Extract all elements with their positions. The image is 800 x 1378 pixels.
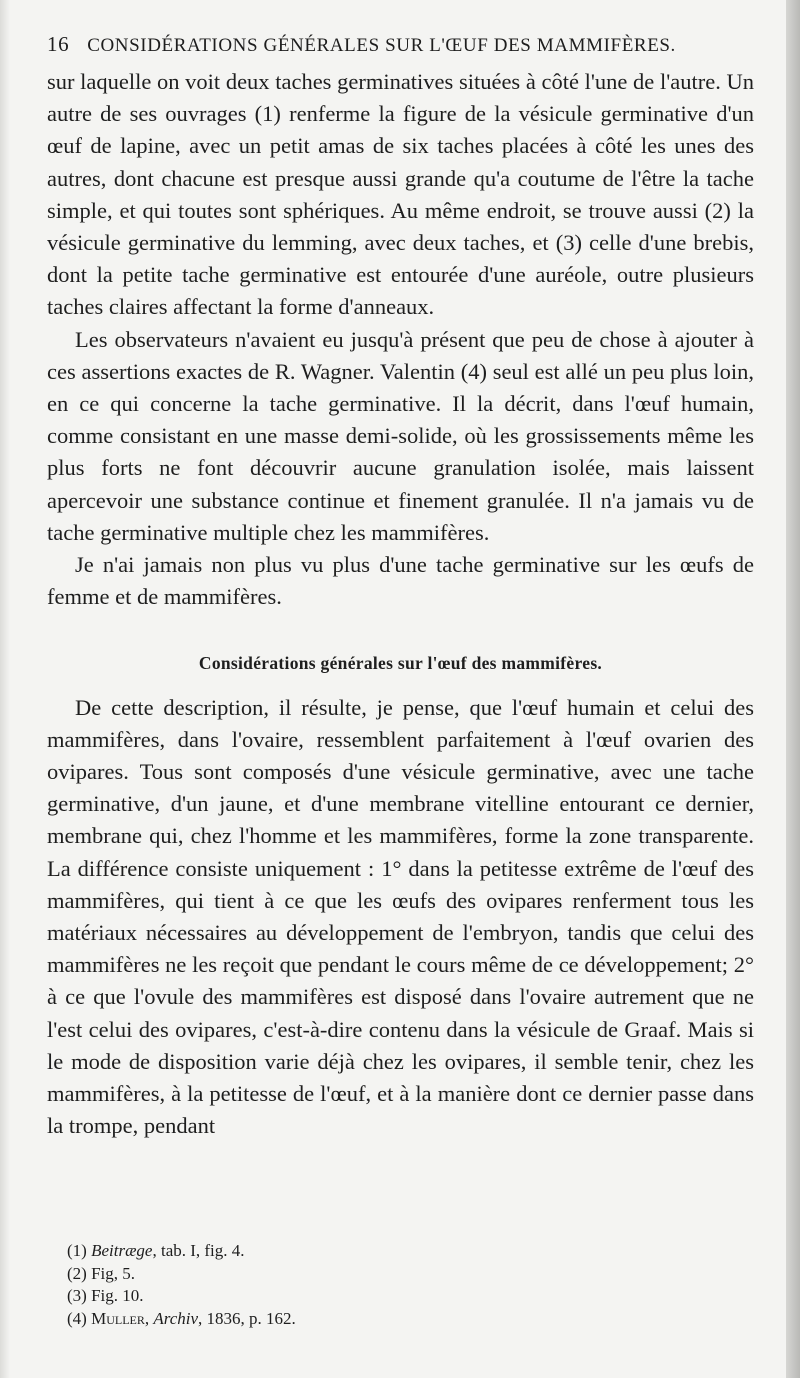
page-number: 16 — [47, 32, 70, 56]
footnote-mark: (4) — [67, 1308, 87, 1328]
paragraph-3: Je n'ai jamais non plus vu plus d'une tache germinative sur les œufs de femme et de mammifères. — [47, 552, 754, 610]
footnote-text: Fig, 5. — [91, 1263, 136, 1283]
footnote-text: , tab. I, fig. 4. — [152, 1241, 245, 1260]
footnotes — [67, 1240, 667, 1330]
paragraph-1: sur laquelle on voit deux taches germinatives situées à côté l'une de l'autre. Un autre de ses ouvrages (1) renferme la figure de la vésicule germinative d'un œuf de lapine, avec un petit amas de six taches placées à côté les unes des autres, dont chacune est presque aussi grande qu'a coutume de l'être la tache simple, et qui toutes sont sphériques. Au même endroit, se trouve aussi (2) la vésicule germinative du lemming, avec deux taches, et (3) celle d'une brebis, dont la petite tache germinative est entourée d'une auréole, outre plusieurs taches claires affectant la forme d'anneaux. — [47, 69, 754, 320]
running-head-title: CONSIDÉRATIONS GÉNÉRALES SUR L'ŒUF DES MAMMIFÈRES. — [87, 35, 676, 56]
page-left-shadow — [0, 0, 10, 1378]
page-right-edge — [786, 0, 800, 1378]
section-heading: Considérations générales sur l'œuf des mammifères. — [198, 653, 603, 674]
footnote-1 — [67, 1240, 667, 1263]
footnote-mark: (2) — [67, 1263, 87, 1283]
footnote-text: , 1836, p. 162. — [198, 1308, 296, 1328]
footnote-3 — [67, 1285, 667, 1308]
footnote-mark: (1) — [67, 1241, 87, 1260]
footnote-2 — [67, 1263, 667, 1286]
page-text-block — [47, 32, 754, 1143]
running-head — [47, 32, 754, 66]
section-paragraph-1: De cette description, il résulte, je pense, que l'œuf humain et celui des mammifères, dans l'ovaire, ressemblent parfaitement à l'œuf ovarien des ovipares. Tous sont composés d'une vésicule germinative, avec une tache germinative, d'un jaune, et d'une membrane vitelline entourant ce dernier, membrane qui, chez l'homme et les mammifères, forme la zone transparente. La différence consiste uniquement : 1° dans la petitesse extrême de l'œuf des mammifères, qui tient à ce que les œufs des ovipares renferment tous les matériaux nécessaires au développement de l'embryon, tandis que celui des mammifères ne les reçoit que pendant le cours même de ce développement; 2° à ce que l'ovule des mammifères est disposé dans l'ovaire autrement que ne l'est celui des ovipares, c'est-à-dire contenu dans la vésicule de Graaf. Mais si le mode de disposition varie déjà chez les ovipares, il semble tenir, chez les mammifères, à la petitesse de l'œuf, et à la manière dont ce dernier passe dans la trompe, pendant — [47, 694, 754, 1139]
footnote-author: Muller — [91, 1308, 145, 1328]
paragraph-2: Les observateurs n'avaient eu jusqu'à présent que peu de chose à ajouter à ces assertions exactes de R. Wagner. Valentin (4) seul est allé un peu plus loin, en ce qui concerne la tache germinative. Il la décrit, dans l'œuf humain, comme consistant en une masse demi-solide, où les grossissements même les plus forts ne font découvrir aucune granulation isolée, mais laissent apercevoir une substance continue et finement granulée. Il n'a jamais vu de tache germinative multiple chez les mammifères. — [47, 326, 754, 545]
main-text — [47, 66, 754, 1143]
footnote-italic: Archiv — [153, 1308, 199, 1328]
footnote-text: Fig. 10. — [91, 1286, 144, 1305]
footnote-italic: Beitræge — [91, 1241, 153, 1260]
footnote-mark: (3) — [67, 1286, 87, 1305]
footnote-4: (4) Muller, Archiv, 1836, p. 162. — [67, 1308, 296, 1328]
